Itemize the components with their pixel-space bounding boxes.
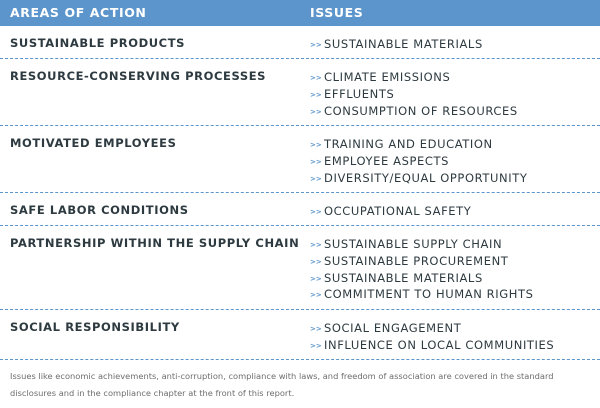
area-of-action: SUSTAINABLE PRODUCTS — [10, 36, 186, 50]
issue-label: EFFLUENTS — [324, 86, 395, 101]
chevron-marker-icon: >> — [310, 274, 322, 283]
issue-item — [310, 253, 534, 270]
footnote: Issues like economic achievements, anti-corruption, compliance with laws, and freedom of association are covered in the standard disclosures and in the compliance chapter at the front of this report. — [10, 371, 554, 398]
issue-item — [310, 103, 518, 120]
issue-item — [310, 86, 518, 103]
chevron-marker-icon: >> — [310, 141, 322, 149]
area-of-action: SOCIAL RESPONSIBILITY — [10, 320, 180, 334]
issue-list — [310, 69, 518, 119]
issue-label: EMPLOYEE ASPECTS — [324, 153, 450, 168]
chevron-marker-icon: >> — [310, 291, 322, 300]
issue-label: SUSTAINABLE MATERIALS — [324, 270, 483, 285]
issue-item — [310, 203, 471, 220]
areas-of-action-header: AREAS OF ACTION — [10, 5, 147, 20]
issue-label: INFLUENCE ON LOCAL COMMUNITIES — [324, 337, 555, 352]
chevron-marker-icon: >> — [310, 74, 322, 82]
area-of-action: MOTIVATED EMPLOYEES — [10, 136, 177, 150]
issue-label: TRAINING AND EDUCATION — [324, 137, 493, 151]
issue-item — [310, 170, 527, 187]
issues-header: ISSUES — [310, 5, 364, 20]
chevron-marker-icon: >> — [310, 90, 322, 99]
issue-label: SUSTAINABLE PROCUREMENT — [324, 253, 509, 268]
issue-label: SOCIAL ENGAGEMENT — [324, 321, 462, 335]
issue-item — [310, 69, 518, 86]
table-row — [0, 59, 600, 126]
chevron-marker-icon: >> — [310, 157, 322, 166]
area-of-action: PARTNERSHIP WITHIN THE SUPPLY CHAIN — [10, 236, 300, 250]
chevron-marker-icon: >> — [310, 208, 322, 216]
issue-list — [310, 36, 483, 53]
chevron-marker-icon: >> — [310, 41, 322, 49]
issue-item — [310, 36, 483, 53]
issue-label: CONSUMPTION OF RESOURCES — [324, 103, 518, 118]
table-row — [0, 193, 600, 226]
issue-label: SUSTAINABLE SUPPLY CHAIN — [324, 237, 503, 251]
chevron-marker-icon: >> — [310, 241, 322, 249]
issue-item — [310, 270, 534, 287]
issue-label: SUSTAINABLE MATERIALS — [324, 37, 483, 51]
chevron-marker-icon: >> — [310, 174, 322, 183]
issue-label: DIVERSITY/EQUAL OPPORTUNITY — [324, 170, 528, 185]
issue-list — [310, 320, 554, 354]
table-row — [0, 126, 600, 193]
issue-label: OCCUPATIONAL SAFETY — [324, 204, 472, 218]
issue-item — [310, 236, 534, 253]
issue-list — [310, 236, 534, 303]
area-of-action: RESOURCE-CONSERVING PROCESSES — [10, 69, 267, 83]
issue-item — [310, 320, 554, 337]
area-of-action: SAFE LABOR CONDITIONS — [10, 203, 189, 217]
issue-label: COMMITMENT TO HUMAN RIGHTS — [324, 287, 534, 302]
chevron-marker-icon: >> — [310, 257, 322, 266]
areas-table — [0, 26, 600, 360]
table-row — [0, 226, 600, 310]
chevron-marker-icon: >> — [310, 341, 322, 350]
table-header — [0, 0, 600, 26]
issue-item — [310, 153, 527, 170]
issue-item — [310, 286, 534, 303]
table-row — [0, 310, 600, 360]
chevron-marker-icon: >> — [310, 107, 322, 116]
issue-label: CLIMATE EMISSIONS — [324, 70, 451, 84]
issue-item — [310, 337, 554, 354]
issue-list — [310, 136, 527, 186]
table-row — [0, 26, 600, 59]
issue-list — [310, 203, 471, 220]
issue-item — [310, 136, 527, 153]
chevron-marker-icon: >> — [310, 325, 322, 333]
